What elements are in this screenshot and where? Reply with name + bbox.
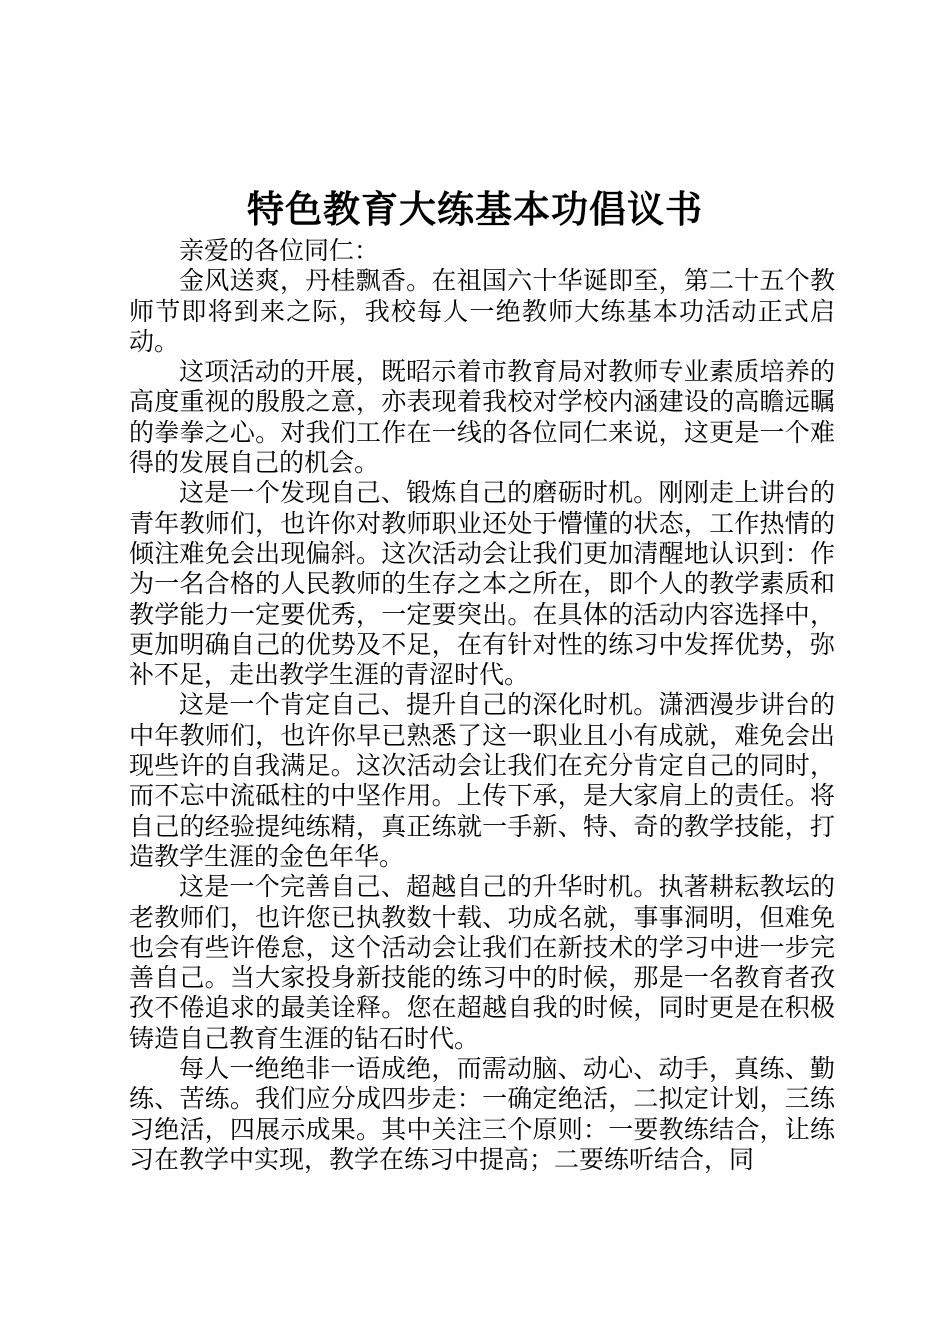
paragraph: 金风送爽，丹桂飘香。在祖国六十华诞即至，第二十五个教师节即将到来之际，我校每人一绝教师大练基本功活动正式启动。 [129,266,835,356]
paragraph: 这是一个完善自己、超越自己的升华时机。执著耕耘教坛的老教师们，也许您已执教数十载、功成名就，事事洞明，但难免也会有些许倦怠，这个活动会让我们在新技术的学习中进一步完善自己。当大家投身新技能的练习中的时候，那是一名教育者孜孜不倦追求的最美诠释。您在超越自我的时候，同时更是在积极铸造自己教育生涯的钻石时代。 [129,872,835,1053]
paragraph: 这是一个肯定自己、提升自己的深化时机。潇洒漫步讲台的中年教师们，也许你早已熟悉了这一职业且小有成就，难免会出现些许的自我满足。这次活动会让我们在充分肯定自己的同时，而不忘中流砥柱的中坚作用。上传下承，是大家肩上的责任。将自己的经验提纯练精，真正练就一手新、特、奇的教学技能，打造教学生涯的金色年华。 [129,690,835,871]
salutation: 亲爱的各位同仁： [179,236,380,265]
paragraph: 每人一绝绝非一语成绝，而需动脑、动心、动手，真练、勤练、苦练。我们应分成四步走：一确定绝活，二拟定计划，三练习绝活，四展示成果。其中关注三个原则：一要教练结合，让练习在教学中实现，教学在练习中提高；二要练听结合，同 [129,1054,835,1174]
document-title: 特色教育大练基本功倡议书 [247,187,703,231]
paragraph: 这是一个发现自己、锻炼自己的磨砺时机。刚刚走上讲台的青年教师们，也许你对教师职业还处于懵懂的状态，工作热情的倾注难免会出现偏斜。这次活动会让我们更加清醒地认识到：作为一名合格的人民教师的生存之本之所在，即个人的教学素质和教学能力一定要优秀，一定要突出。在具体的活动内容选择中，更加明确自己的优势及不足，在有针对性的练习中发挥优势，弥补不足，走出教学生涯的青涩时代。 [129,478,835,690]
document-body [129,236,835,1175]
paragraph: 这项活动的开展，既昭示着市教育局对教师专业素质培养的高度重视的殷殷之意，亦表现着我校对学校内涵建设的高瞻远瞩的拳拳之心。对我们工作在一线的各位同仁来说，这更是一个难得的发展自己的机会。 [129,357,835,478]
